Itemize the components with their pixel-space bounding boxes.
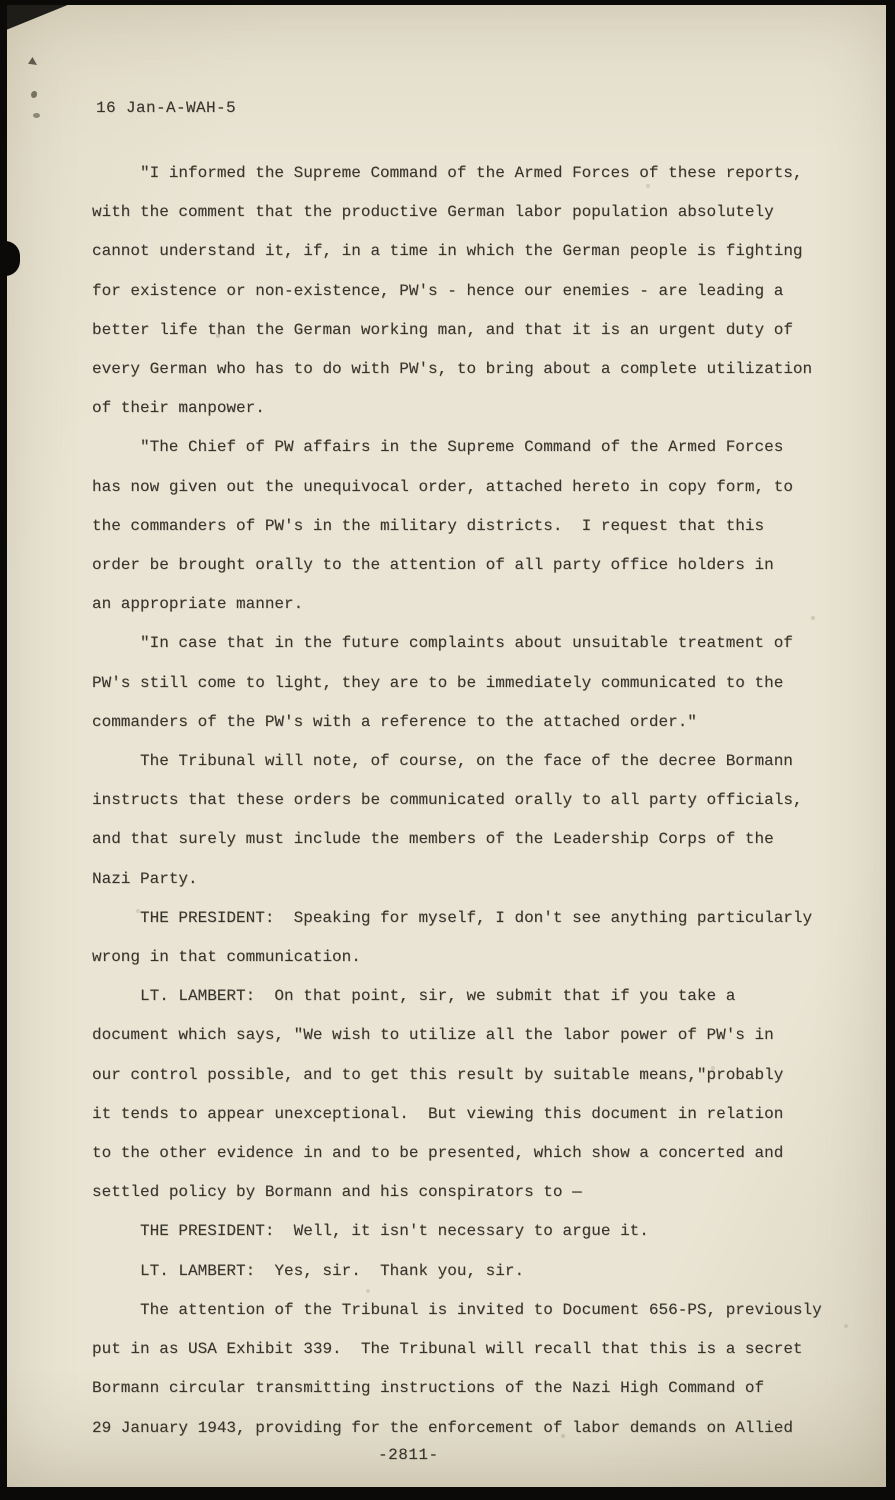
transcript-line: LT. LAMBERT: On that point, sir, we submit that if you take a	[140, 987, 736, 1006]
transcript-line: commanders of the PW's with a reference to the attached order."	[92, 712, 697, 731]
transcript-line: Nazi Party.	[92, 869, 198, 888]
page-corner-shadow	[7, 5, 70, 30]
transcript-line: PW's still come to light, they are to be immediately communicated to the	[92, 673, 784, 692]
page-header-label: 16 Jan-A-WAH-5	[96, 99, 237, 117]
transcript-line: settled policy by Bormann and his conspirators to —	[92, 1183, 582, 1202]
paper-speck	[28, 57, 37, 65]
transcript-line: to the other evidence in and to be presented, which show a concerted and	[92, 1144, 784, 1163]
paper-speck	[31, 91, 37, 98]
paper-grain	[7, 5, 9, 7]
transcript-line: of their manpower.	[92, 399, 265, 418]
transcript-line: 29 January 1943, providing for the enforcement of labor demands on Allied	[92, 1418, 793, 1437]
transcript-body	[92, 154, 867, 1448]
page-number: -2811-	[378, 1446, 439, 1464]
transcript-line: for existence or non-existence, PW's - hence our enemies - are leading a	[92, 281, 784, 300]
transcript-line: "I informed the Supreme Command of the Armed Forces of these reports,	[140, 164, 803, 182]
document-page	[7, 5, 886, 1487]
transcript-line: with the comment that the productive German labor population absolutely	[92, 203, 774, 222]
punch-hole-mark	[7, 241, 20, 276]
transcript-line: wrong in that communication.	[92, 948, 361, 967]
transcript-line: THE PRESIDENT: Speaking for myself, I don't see anything particularly	[140, 908, 813, 927]
transcript-line: the commanders of PW's in the military districts. I request that this	[92, 516, 765, 535]
transcript-line: THE PRESIDENT: Well, it isn't necessary to argue it.	[140, 1222, 649, 1241]
transcript-line: LT. LAMBERT: Yes, sir. Thank you, sir.	[140, 1261, 525, 1280]
transcript-line: cannot understand it, if, in a time in which the German people is fighting	[92, 242, 803, 261]
transcript-line: and that surely must include the members of the Leadership Corps of the	[92, 830, 774, 849]
transcript-line: put in as USA Exhibit 339. The Tribunal will recall that this is a secret	[92, 1340, 803, 1359]
paper-speck	[33, 113, 40, 118]
transcript-line: The Tribunal will note, of course, on the face of the decree Bormann	[140, 752, 793, 771]
transcript-line: it tends to appear unexceptional. But viewing this document in relation	[92, 1104, 784, 1123]
transcript-line: instructs that these orders be communicated orally to all party officials,	[92, 791, 803, 810]
transcript-line: Bormann circular transmitting instructions of the Nazi High Command of	[92, 1379, 765, 1398]
transcript-line: document which says, "We wish to utilize all the labor power of PW's in	[92, 1026, 774, 1045]
transcript-line: has now given out the unequivocal order, attached hereto in copy form, to	[92, 477, 793, 496]
transcript-line: "The Chief of PW affairs in the Supreme Command of the Armed Forces	[140, 438, 784, 457]
transcript-line: every German who has to do with PW's, to bring about a complete utilization	[92, 360, 813, 379]
transcript-line: "In case that in the future complaints about unsuitable treatment of	[140, 634, 793, 653]
transcript-line: an appropriate manner.	[92, 595, 304, 614]
transcript-line: better life than the German working man, and that it is an urgent duty of	[92, 320, 793, 339]
transcript-line: order be brought orally to the attention of all party office holders in	[92, 556, 774, 575]
transcript-line: The attention of the Tribunal is invited to Document 656-PS, previously	[140, 1300, 822, 1319]
transcript-line: our control possible, and to get this result by suitable means,"probably	[92, 1065, 784, 1084]
